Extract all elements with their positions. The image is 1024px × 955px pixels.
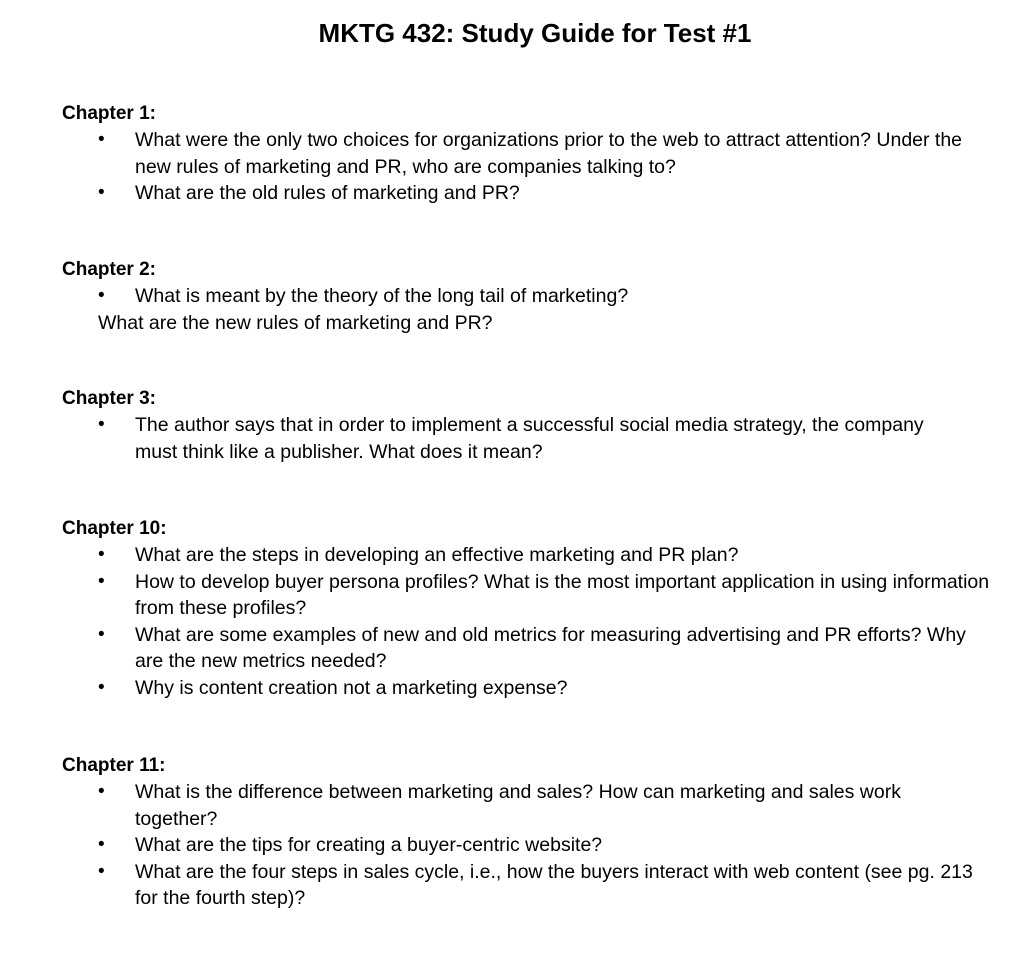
question-item xyxy=(62,779,985,832)
chapter-heading: Chapter 1: xyxy=(62,103,156,124)
question-text: What is meant by the theory of the long tail of marketing? xyxy=(135,285,629,307)
question-list xyxy=(62,412,1012,465)
bullet-icon: • xyxy=(98,414,105,435)
question-item xyxy=(62,412,955,465)
question-text: What are some examples of new and old metrics for measuring advertising and PR efforts? Why are the new metrics needed? xyxy=(135,623,966,672)
question-text: The author says that in order to implement a successful social media strategy, the company must think like a publisher. What does it mean? xyxy=(135,414,924,463)
chapter-heading: Chapter 11: xyxy=(62,755,166,776)
question-item xyxy=(62,542,1012,569)
bullet-icon: • xyxy=(98,860,105,882)
question-text: What are the tips for creating a buyer-centric website? xyxy=(135,834,603,856)
question-list xyxy=(62,127,1012,207)
chapter-heading: Chapter 10: xyxy=(62,518,167,539)
bullet-icon: • xyxy=(98,285,105,306)
question-list xyxy=(62,283,1012,310)
question-text: What are the steps in developing an effective marketing and PR plan? xyxy=(135,544,739,566)
question-text: What are the old rules of marketing and PR? xyxy=(135,182,520,204)
question-text: Why is content creation not a marketing expense? xyxy=(135,676,568,699)
chapter-2-section xyxy=(62,257,1012,336)
question-item xyxy=(62,180,1012,207)
question-item xyxy=(62,859,995,912)
question-item xyxy=(62,675,1012,702)
question-item xyxy=(62,622,975,675)
chapter-heading: Chapter 3: xyxy=(62,388,156,409)
bullet-icon: • xyxy=(98,570,105,592)
question-item xyxy=(62,832,1012,859)
bullet-icon: • xyxy=(98,623,105,645)
chapter-10-section xyxy=(62,516,1012,701)
bullet-icon: • xyxy=(98,676,105,698)
document-title: MKTG 432: Study Guide for Test #1 xyxy=(318,18,752,48)
question-text: How to develop buyer persona profiles? What is the most important application in using information from these profiles? xyxy=(135,570,990,619)
chapter-heading: Chapter 2: xyxy=(62,259,156,280)
question-list xyxy=(62,779,1012,912)
question-item xyxy=(62,569,1015,622)
chapter-3-section xyxy=(62,386,1012,465)
bullet-icon: • xyxy=(98,129,105,150)
chapter-1-section xyxy=(62,101,1012,207)
question-text: What were the only two choices for organizations prior to the web to attract attention? Under the new rules of marketing and PR, who are companies talking to? xyxy=(135,129,963,178)
question-item xyxy=(62,283,1012,310)
bullet-icon: • xyxy=(98,781,105,802)
question-text: What are the four steps in sales cycle, i.e., how the buyers interact with web content (see pg. 213 for the fourth step)? xyxy=(135,860,973,909)
bullet-icon: • xyxy=(98,834,105,855)
bullet-icon: • xyxy=(98,544,105,565)
chapter-11-section xyxy=(62,753,1012,912)
unbulleted-question: What are the new rules of marketing and PR? xyxy=(98,311,493,334)
question-text: What is the difference between marketing and sales? How can marketing and sales work together? xyxy=(135,781,901,830)
question-item xyxy=(62,127,995,180)
question-list xyxy=(62,542,1012,701)
bullet-icon: • xyxy=(98,182,105,203)
